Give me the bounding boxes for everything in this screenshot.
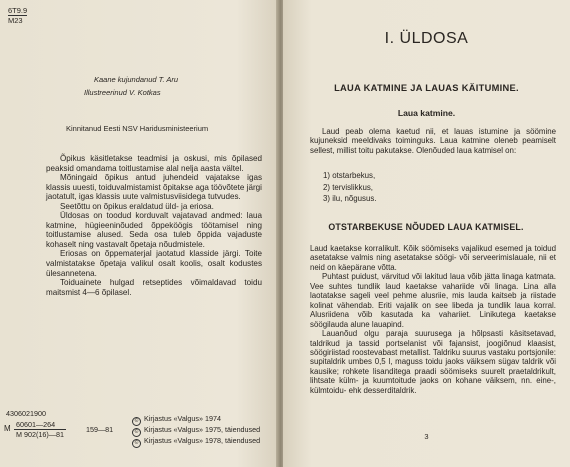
isbn-code: 4306021900	[6, 409, 46, 418]
section2-text	[310, 244, 556, 395]
intro-paragraph: Eriosas on õppematerjal jaotatud klasside järgi. Toite valmistatakse õpetaja valikul osalt koolis, osalt kodustes ülesannetena.	[46, 249, 262, 278]
body-paragraph: Puhtast puidust, värvitud või lakitud laua võib jätta linaga katmata. Vee suhtes tundlik laud kaetakse vahariide või linaga. Lina alla laotatakse sageli veel pehme alusriie, mis lauda kaitseb ja riistade kolinat vähendab. Eriti vajalik on see libeda ja tundlik laua korral. Alusriidena võib kasutada ka vahariiet. Linikutega kaetakse söögilauda alune lauapind.	[310, 272, 556, 329]
intro-paragraph: Seetõttu on õpikus eraldatud üld- ja eriosa.	[60, 201, 214, 211]
body-paragraph: Laud kaetakse korralikult. Kõik söömiseks vajalikud esemed ja toidud asetatakse valmis ning asetatakse söögi- või serveerimislauale, nii et neid on käepärane võtta.	[310, 244, 556, 272]
classification-line2: M23	[8, 16, 23, 25]
subsection-title: Laua katmine.	[397, 108, 456, 118]
copyright-icon: ©	[132, 417, 141, 426]
intro-paragraph: Mõningaid õpikus antud juhendeid vajatakse igas klassis uuesti, toiduvalmistamist õpitakse aga töövõtete järgi jaotatult, igas klassis uute valmistusviisidega tutvudes.	[46, 173, 262, 202]
left-page	[0, 0, 278, 467]
body-paragraph: Lauanõud olgu paraja suurusega ja hõlpsasti käsitsetavad, taldrikud ja tassid portselanist või fajansist, joogiõnud klaasist, söögiriistad roostevabast metallist. Taldriku suurus vastaku portsjonile: supitaldrik umbes 0,5 l, maguss toidu jaoks väiksem sügav taldrik või kausike; rohkete lisanditega praadi söömiseks suurelt praetaldrikult, lihtsate külm- ja kuumtoitude jaoks on kohane väiksem, nn. eine-, külmtoidu- ehk desserditaldrik.	[310, 329, 556, 395]
cover-credit-label: Kaane kujundanud	[94, 75, 159, 84]
paragraph-laua-katmine	[310, 127, 556, 155]
copyright-icon: ©	[132, 428, 141, 437]
illustrator-credit	[84, 88, 161, 97]
price-numerator: 60601—264	[14, 420, 66, 430]
price-fraction	[14, 420, 66, 439]
list-item: 2) tervislikkus,	[323, 182, 373, 192]
price-letter: M	[4, 424, 11, 433]
section-title: LAUA KATMINE JA LAUAS KÄITUMINE.	[334, 83, 519, 93]
cover-credit	[94, 75, 178, 84]
copyright-text: Kirjastus «Valgus» 1978, täiendused	[144, 436, 261, 445]
copyright-text: Kirjastus «Valgus» 1975, täiendused	[144, 425, 261, 434]
copyright-text: Kirjastus «Valgus» 1974	[144, 414, 221, 423]
price-denominator: M 902(16)—81	[16, 430, 64, 439]
classification-code	[8, 6, 27, 25]
illustrator-credit-label: Illustreerinud	[84, 88, 130, 97]
illustrator-credit-name: V. Kotkas	[129, 88, 161, 97]
intro-paragraph: Üldosas on toodud korduvalt vajatavad andmed: laua katmine, hügieeninõuded õppeköögis töötamisel ning toitlustamise alused. Seda osa tuleb õppida vajaduste kohaselt ning vastavalt õpetaja nõudmistele.	[46, 211, 262, 249]
requirements-list	[323, 170, 377, 205]
section2-title: OTSTARBEKUSE NÕUDED LAUA KATMISEL.	[328, 222, 524, 232]
chapter-title: I. ÜLDOSA	[384, 30, 469, 47]
price-value: 159—81	[86, 425, 114, 434]
intro-paragraph: Toiduainete hulgad retseptides võimaldavad toidu maitsmist 4—6 õpilasel.	[46, 278, 262, 297]
intro-text	[46, 154, 262, 297]
intro-paragraph: Õpikus käsitletakse teadmisi ja oskusi, mis õpilased peaksid omandama toitlustamise alal nelja aasta vältel.	[46, 154, 262, 173]
list-item: 1) otstarbekus,	[323, 171, 376, 180]
copyright-icon: ©	[132, 439, 141, 448]
page-number: 3	[424, 432, 429, 441]
body-paragraph: Laud peab olema kaetud nii, et lauas istumine ja söömine kujuneksid meeldivaks toiminguks. Laua katmine oleneb peamiselt sellest, millist toitu pakutakse. Olenõuded laua katmisel on:	[310, 127, 556, 155]
right-page	[283, 0, 570, 467]
approval-line: Kinnitanud Eesti NSV Haridusministeerium	[66, 124, 209, 133]
copyright-block	[132, 415, 260, 448]
list-item: 3) ilu, nõgusus.	[323, 194, 377, 203]
cover-credit-name: T. Aru	[158, 75, 179, 84]
copyright-line	[132, 437, 260, 448]
price-code	[4, 420, 124, 440]
classification-line1: 6T9.9	[8, 6, 28, 15]
